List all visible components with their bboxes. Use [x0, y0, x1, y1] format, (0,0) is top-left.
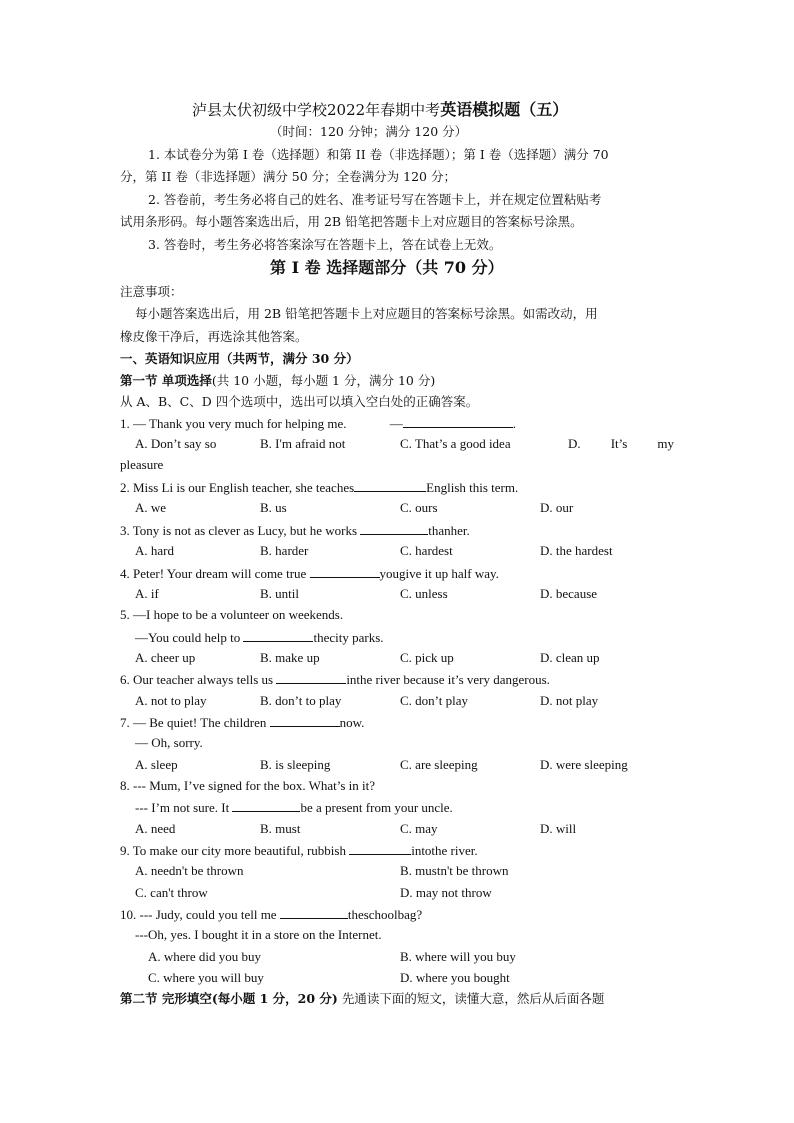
option-d: D. will	[540, 821, 577, 836]
answer-blank	[232, 798, 300, 812]
answer-blank	[243, 628, 313, 642]
option-b: B. where will you buy	[400, 949, 516, 964]
question-5-stem: 5. —I hope to be a volunteer on weekends.	[120, 607, 344, 622]
question-10-stem-line2: ---Oh, yes. I bought it in a store on the Internet.	[135, 927, 382, 942]
question-5-stem-line2: —You could help to thecity parks.	[135, 630, 384, 645]
answer-blank	[310, 564, 380, 578]
exam-title	[192, 101, 568, 119]
option-a: A. Don’t say so	[135, 436, 217, 451]
part1-title: 第 I 卷 选择题部分（共 70 分）	[270, 258, 504, 277]
option-c: C. hardest	[400, 543, 453, 558]
question-8-stem-line2: --- I’m not sure. It be a present from your uncle.	[135, 800, 453, 815]
option-d: D. were sleeping	[540, 757, 628, 772]
option-d: D. where you bought	[400, 970, 510, 985]
instruction-line: 试用条形码。每小题答案选出后，用 2B 铅笔把答题卡上对应题目的答案标号涂黑。	[120, 214, 583, 229]
option-a: A. cheer up	[135, 650, 196, 665]
option-c: C. may	[400, 821, 438, 836]
option-d: D. the hardest	[540, 543, 613, 558]
option-b: B. harder	[260, 543, 309, 558]
option-b: B. is sleeping	[260, 757, 331, 772]
option-b: B. mustn't be thrown	[400, 863, 509, 878]
instruction-line: 1. 本试卷分为第 I 卷（选择题）和第 II 卷（非选择题）；第 I 卷（选择题）满分 70	[148, 147, 609, 162]
answer-blank	[403, 414, 513, 428]
exam-time: （时间：120 分钟；满分 120 分）	[270, 124, 468, 139]
option-b: B. don’t to play	[260, 693, 342, 708]
notes-heading: 注意事项：	[120, 284, 183, 299]
option-a: A. needn't be thrown	[135, 863, 244, 878]
question-2-stem: 2. Miss Li is our English teacher, she teaches English this term.	[120, 480, 519, 495]
subsection1-bold: 第一节 单项选择	[120, 373, 212, 388]
instruction-line: 2. 答卷前，考生务必将自己的姓名、准考证号写在答题卡上，并在规定位置粘贴考	[148, 192, 602, 207]
option-a: A. if	[135, 586, 159, 601]
option-d: D. because	[540, 586, 598, 601]
subsection1-heading	[120, 372, 435, 390]
option-d: D. our	[540, 500, 574, 515]
option-a: A. not to play	[135, 693, 207, 708]
answer-blank	[270, 713, 340, 727]
question-8-stem: 8. --- Mum, I’ve signed for the box. What’s in it?	[120, 778, 376, 793]
answer-blank	[354, 478, 426, 492]
question-4-stem: 4. Peter! Your dream will come true yougive it up half way.	[120, 566, 499, 581]
option-b: B. until	[260, 586, 300, 601]
option-a: A. hard	[135, 543, 174, 558]
option-a: A. sleep	[135, 757, 178, 772]
instruction-line: 分，第 II 卷（非选择题）满分 50 分；全卷满分为 120 分；	[120, 169, 456, 184]
answer-blank	[360, 521, 428, 535]
option-a: A. need	[135, 821, 176, 836]
answer-blank	[349, 841, 411, 855]
exam-title-subject: 英语模拟题（五）	[440, 100, 569, 119]
subsection1-directions: 从 A、B、C、D 四个选项中，选出可以填入空白处的正确答案。	[120, 394, 479, 409]
question-7-stem: 7. — Be quiet! The children now.	[120, 715, 365, 730]
subsection2-rest: 先通读下面的短文，读懂大意，然后从后面各题	[337, 991, 605, 1006]
subsection2-bold: 第二节 完形填空(每小题 1 分，20 分)	[120, 991, 338, 1006]
exam-title-school: 泸县太伏初级中学校2022年春期中考	[192, 101, 441, 119]
option-a: A. we	[135, 500, 167, 515]
question-6-stem: 6. Our teacher always tells us inthe river because it’s very dangerous.	[120, 672, 550, 687]
question-1-option-d-wrap: pleasure	[120, 457, 164, 472]
option-b: B. must	[260, 821, 301, 836]
option-c: C. ours	[400, 500, 438, 515]
option-c: C. That’s a good idea	[400, 436, 511, 451]
question-9-stem: 9. To make our city more beautiful, rubbish intothe river.	[120, 843, 478, 858]
option-c: C. unless	[400, 586, 448, 601]
option-c: C. can't throw	[135, 885, 208, 900]
option-b: B. us	[260, 500, 287, 515]
option-b: B. make up	[260, 650, 320, 665]
question-7-stem-line2: — Oh, sorry.	[135, 735, 203, 750]
subsection1-rest: (共 10 小题，每小题 1 分，满分 10 分)	[211, 373, 436, 388]
option-c: C. where you will buy	[148, 970, 264, 985]
option-c: C. are sleeping	[400, 757, 478, 772]
option-d: D. clean up	[540, 650, 600, 665]
option-c: C. pick up	[400, 650, 454, 665]
subsection2-heading	[120, 990, 604, 1008]
option-d: D. not play	[540, 693, 599, 708]
section1-heading: 一、英语知识应用（共两节，满分 30 分）	[120, 351, 359, 366]
answer-blank	[276, 670, 346, 684]
question-1-stem: 1. — Thank you very much for helping me. — .	[120, 416, 516, 431]
notes-line: 每小题答案选出后，用 2B 铅笔把答题卡上对应题目的答案标号涂黑。如需改动，用	[135, 306, 598, 321]
option-c: C. don’t play	[400, 693, 469, 708]
option-a: A. where did you buy	[148, 949, 262, 964]
question-10-stem: 10. --- Judy, could you tell me theschoolbag?	[120, 907, 423, 922]
notes-line: 橡皮像干净后，再选涂其他答案。	[120, 329, 308, 344]
answer-blank	[280, 905, 348, 919]
question-1-option-d: D. It’s my	[568, 436, 674, 451]
question-3-stem: 3. Tony is not as clever as Lucy, but he works thanher.	[120, 523, 470, 538]
option-b: B. I'm afraid not	[260, 436, 346, 451]
instruction-line: 3. 答卷时，考生务必将答案涂写在答题卡上，答在试卷上无效。	[148, 237, 502, 252]
option-d: D. may not throw	[400, 885, 492, 900]
